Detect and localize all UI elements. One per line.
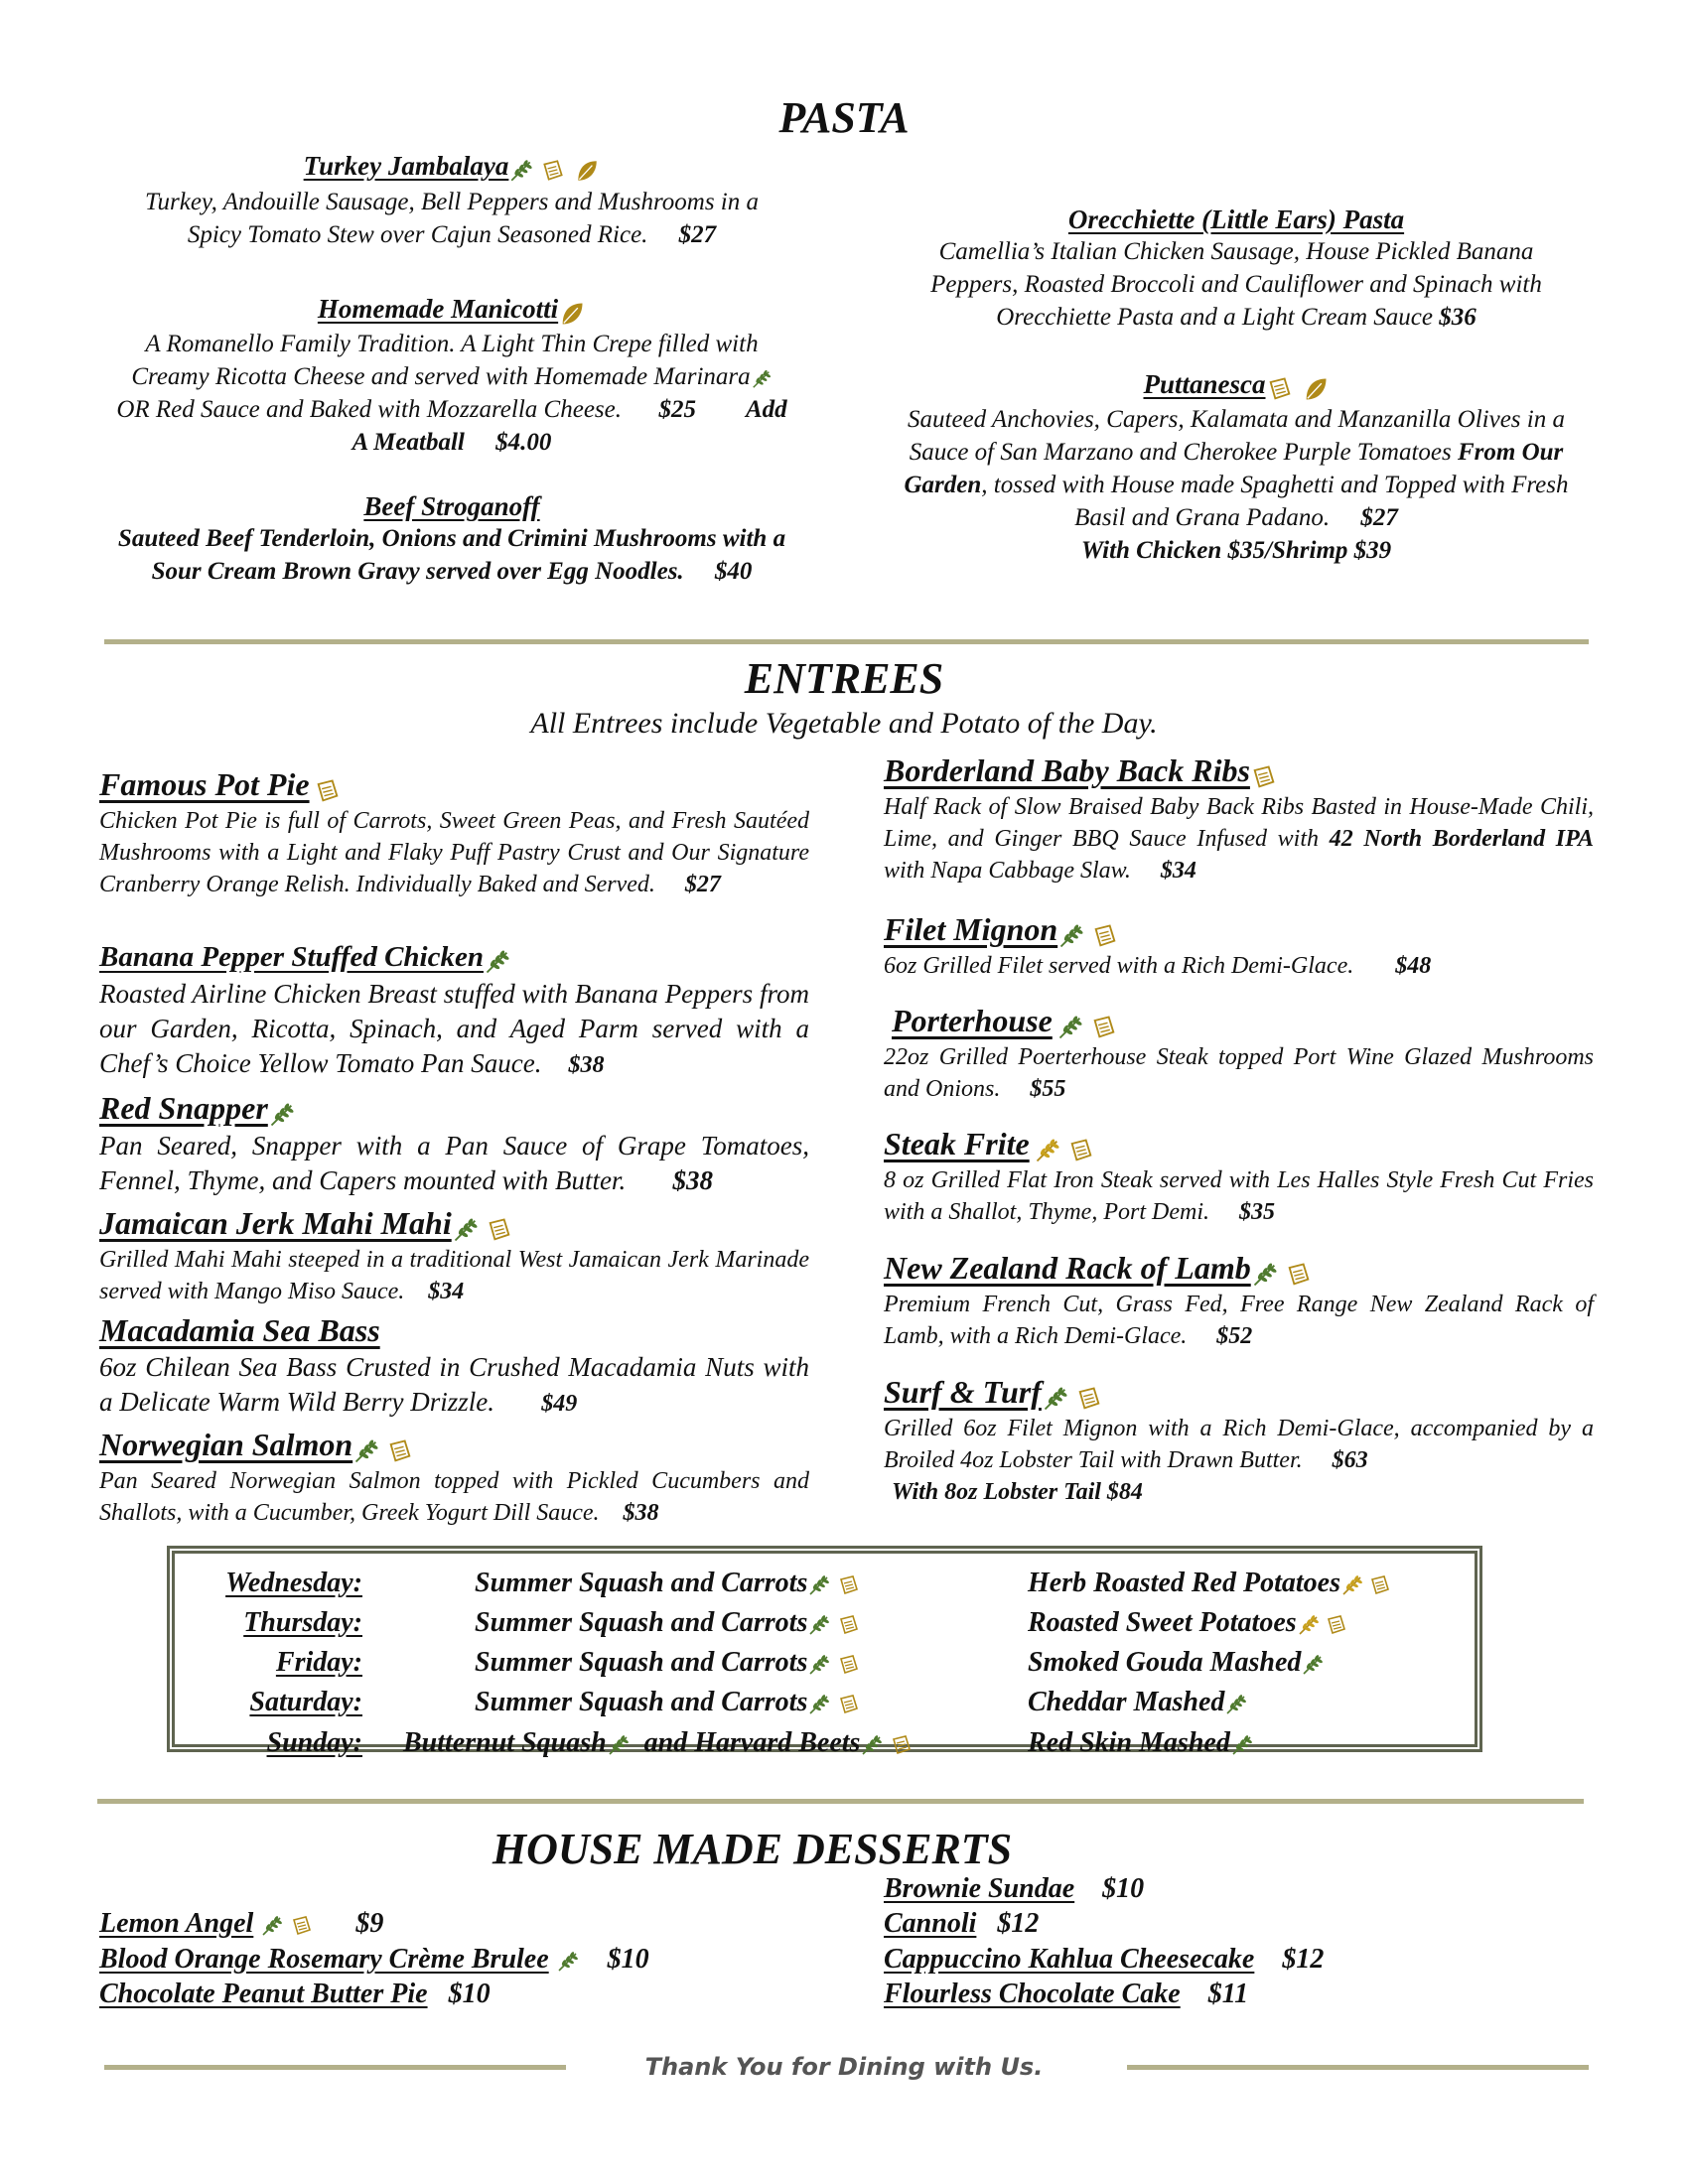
herb-leaf-icon	[751, 368, 773, 390]
item-price: $12	[1282, 1944, 1325, 1975]
dessert-item	[884, 1873, 1144, 1905]
herb-leaf-icon	[807, 1653, 831, 1677]
footer-thank-you: Thank You for Dining with Us.	[644, 2053, 1044, 2081]
herb-leaf-icon	[1301, 1653, 1325, 1677]
gluten-free-icon	[1266, 375, 1294, 403]
item-name: Flourless Chocolate Cake	[884, 1979, 1181, 2009]
gluten-free-icon	[1091, 922, 1119, 950]
item-name: Cannoli	[884, 1908, 977, 1939]
vegetarian-leaf-icon	[1302, 375, 1330, 403]
vegetarian-leaf-icon	[558, 300, 586, 328]
side-day: Friday:	[275, 1647, 362, 1678]
herb-leaf-icon	[352, 1437, 380, 1465]
item-price: $38	[568, 1052, 605, 1078]
gluten-free-icon	[1090, 1014, 1118, 1041]
herb-leaf-icon	[1224, 1693, 1248, 1716]
dessert-item	[99, 1979, 491, 2010]
pasta-item-orecchiette	[879, 205, 1594, 334]
potato-text: Roasted Sweet Potatoes	[1028, 1607, 1297, 1638]
herb-leaf-icon	[1340, 1573, 1364, 1597]
item-name: Banana Pepper Stuffed Chicken	[99, 941, 484, 973]
herb-leaf-icon	[260, 1914, 284, 1938]
item-description: Pan Seared Norwegian Salmon topped with Pickled Cucumbers and Shallots, with a Cucumber, Greek Yogurt Dill Sauce.	[99, 1468, 809, 1527]
dessert-item	[99, 1908, 383, 1940]
item-price: $12	[997, 1908, 1040, 1939]
item-description: 22oz Grilled Poerterhouse Steak topped Port Wine Glazed Mushrooms and Onions.	[884, 1044, 1594, 1103]
gluten-free-icon	[1250, 763, 1278, 791]
item-name: Porterhouse	[892, 1003, 1053, 1038]
vegetable-text: and Harvard Beets	[643, 1727, 861, 1758]
item-name: Norwegian Salmon	[99, 1427, 353, 1462]
item-description-cont: , tossed with House made Spaghetti and Topped with Fresh Basil and Grana Padano.	[981, 472, 1569, 532]
item-description: Half Rack of Slow Braised Baby Back Ribs Basted in House-Made Chili, Lime, and Ginger BBQ Sauce Infused with	[884, 794, 1594, 853]
item-price: $11	[1207, 1979, 1249, 2009]
item-price: $34	[1160, 858, 1196, 885]
entree-filet-mignon	[884, 909, 1594, 982]
herb-leaf-icon	[452, 1216, 480, 1244]
gluten-free-icon	[290, 1914, 314, 1938]
item-description: 6oz Grilled Filet served with a Rich Demi-Glace.	[884, 953, 1354, 980]
herb-leaf-icon	[1057, 922, 1085, 950]
item-addon: With 8oz Lobster Tail $84	[892, 1479, 1143, 1506]
footer-rule-right	[1127, 2065, 1589, 2070]
desc-line: A Romanello Family Tradition. A Light Thin Crepe filled with	[145, 331, 759, 358]
pasta-item-turkey-jambalaya	[94, 151, 809, 251]
item-price: $36	[1439, 304, 1477, 331]
item-description: Grilled 6oz Filet Mignon with a Rich Demi-Glace, accompanied by a Broiled 4oz Lobster Tail with Drawn Butter.	[884, 1416, 1594, 1474]
entree-sea-bass	[99, 1310, 809, 1422]
item-description: Pan Seared, Snapper with a Pan Sauce of Grape Tomatoes, Fennel, Thyme, and Capers mounted with Butter.	[99, 1131, 809, 1196]
item-name: Chocolate Peanut Butter Pie	[99, 1979, 428, 2009]
side-day: Saturday:	[249, 1687, 362, 1717]
item-description: Roasted Airline Chicken Breast stuffed with Banana Peppers from our Garden, Ricotta, Spinach, and Aged Parm served with a Chef’s Choice Yellow Tomato Pan Sauce.	[99, 979, 809, 1078]
herb-leaf-icon	[1230, 1733, 1254, 1757]
gluten-free-icon	[837, 1573, 861, 1597]
side-vegetable	[475, 1647, 861, 1679]
pasta-item-beef-stroganoff	[94, 491, 809, 588]
vegetable-text: Summer Squash and Carrots	[475, 1687, 808, 1717]
garden-note: From Our Garden	[904, 439, 1564, 499]
item-price: $38	[623, 1500, 659, 1527]
item-description: Chicken Pot Pie is full of Carrots, Sweet Green Peas, and Fresh Sautéed Mushrooms with a Light and Flaky Puff Pastry Crust and Our Signature Cranberry Orange Relish. Individually Baked and Served.	[99, 808, 809, 898]
herb-leaf-icon	[508, 158, 534, 184]
entree-red-snapper	[99, 1088, 809, 1198]
desc-line: Creamy Ricotta Cheese and served with Homemade Marinara	[131, 363, 751, 391]
side-potato	[1028, 1727, 1254, 1759]
item-price: $10	[1102, 1873, 1145, 1904]
gluten-free-icon	[837, 1653, 861, 1677]
item-description: Sauteed Anchovies, Capers, Kalamata and Manzanilla Olives in a Sauce of San Marzano and Cherokee Purple Tomatoes	[908, 406, 1565, 467]
gluten-free-icon	[1325, 1613, 1348, 1637]
herb-leaf-icon	[1251, 1261, 1279, 1289]
entree-pot-pie	[99, 764, 809, 900]
item-price: $63	[1332, 1447, 1368, 1474]
item-name: Filet Mignon	[884, 911, 1058, 947]
item-price: $55	[1030, 1076, 1066, 1103]
dessert-item	[884, 1979, 1248, 2010]
add-label: Add	[746, 396, 787, 424]
item-name: Surf & Turf	[884, 1374, 1042, 1410]
item-description	[94, 328, 809, 459]
gluten-free-icon	[386, 1437, 414, 1465]
herb-leaf-icon	[1042, 1385, 1069, 1413]
entree-porterhouse	[884, 1001, 1594, 1105]
item-description: Sauteed Beef Tenderloin, Onions and Crimini Mushrooms with a Sour Cream Brown Gravy served over Egg Noodles.	[117, 525, 786, 585]
desserts-title: HOUSE MADE DESSERTS	[492, 1825, 1013, 1873]
side-day: Sunday:	[266, 1727, 362, 1758]
item-addon: With Chicken $35/Shrimp $39	[1080, 537, 1392, 565]
herb-leaf-icon	[1034, 1137, 1061, 1164]
item-name: New Zealand Rack of Lamb	[884, 1250, 1251, 1286]
item-name: Homemade Manicotti	[317, 294, 559, 324]
item-price: $27	[678, 221, 717, 249]
item-name: Beef Stroganoff	[363, 491, 540, 521]
item-price: $9	[355, 1908, 384, 1939]
herb-leaf-icon	[807, 1573, 831, 1597]
item-name: Brownie Sundae	[884, 1873, 1075, 1904]
herb-leaf-icon	[1056, 1014, 1084, 1041]
item-price: $10	[607, 1944, 649, 1975]
entrees-title: ENTREES	[744, 654, 944, 703]
item-price: $35	[1238, 1199, 1275, 1226]
pasta-item-manicotti	[94, 294, 809, 459]
item-name: Orecchiette (Little Ears) Pasta	[1067, 205, 1405, 234]
gluten-free-icon	[314, 777, 342, 805]
herb-leaf-icon	[1297, 1613, 1321, 1637]
item-price: $52	[1216, 1323, 1253, 1350]
add-label: A Meatball	[352, 429, 465, 457]
side-potato	[1028, 1687, 1248, 1718]
gluten-free-icon	[486, 1216, 513, 1244]
item-price: $40	[714, 558, 753, 585]
beer-note: 42 North Borderland IPA	[1329, 826, 1595, 853]
item-price: $38	[672, 1165, 713, 1196]
herb-leaf-icon	[484, 948, 511, 976]
dessert-item	[884, 1944, 1324, 1976]
item-description-cont: with Napa Cabbage Slaw.	[884, 858, 1131, 885]
herb-leaf-icon	[268, 1101, 296, 1129]
pasta-item-puttanesca	[879, 369, 1594, 567]
side-vegetable	[475, 1687, 861, 1718]
divider	[104, 639, 1589, 644]
vegetable-text: Summer Squash and Carrots	[475, 1568, 808, 1598]
vegetable-text: Butternut Squash	[403, 1727, 607, 1758]
item-name: Blood Orange Rosemary Crème Brulee	[99, 1944, 549, 1975]
item-description: 8 oz Grilled Flat Iron Steak served with Les Halles Style Fresh Cut Fries with a Shallot, Thyme, Port Demi.	[884, 1167, 1594, 1226]
potato-text: Smoked Gouda Mashed	[1028, 1647, 1302, 1678]
entree-rack-of-lamb	[884, 1248, 1594, 1352]
add-price: $4.00	[495, 429, 552, 457]
herb-leaf-icon	[807, 1613, 831, 1637]
potato-text: Red Skin Mashed	[1028, 1727, 1230, 1758]
entree-jerk-mahi-mahi	[99, 1203, 809, 1307]
dessert-item	[99, 1944, 649, 1976]
side-vegetable	[403, 1727, 914, 1759]
item-description: Grilled Mahi Mahi steeped in a traditional West Jamaican Jerk Marinade served with Mango Miso Sauce.	[99, 1247, 809, 1305]
side-potato	[1028, 1647, 1325, 1679]
desc-line: OR Red Sauce and Baked with Mozzarella Cheese.	[116, 396, 622, 424]
item-name: Red Snapper	[99, 1090, 268, 1126]
side-potato	[1028, 1607, 1348, 1639]
item-price: $27	[1360, 504, 1398, 532]
item-name: Steak Frite	[884, 1126, 1030, 1161]
item-name: Turkey Jambalaya	[303, 151, 509, 181]
item-description: Turkey, Andouille Sausage, Bell Peppers and Mushrooms in a Spicy Tomato Stew over Cajun Seasoned Rice.	[144, 189, 759, 249]
entree-banana-pepper-chicken	[99, 937, 809, 1083]
gluten-free-icon	[837, 1693, 861, 1716]
pasta-title: PASTA	[778, 93, 910, 142]
gluten-free-icon	[1067, 1137, 1095, 1164]
item-description: Camellia’s Italian Chicken Sausage, House Pickled Banana Peppers, Roasted Broccoli and Cauliflower and Spinach with Orecchiette Pasta and a Light Cream Sauce	[930, 238, 1542, 331]
herb-leaf-icon	[860, 1733, 884, 1757]
item-price: $27	[684, 872, 721, 898]
item-name: Macadamia Sea Bass	[99, 1312, 380, 1348]
gluten-free-icon	[1285, 1261, 1313, 1289]
item-name: Lemon Angel	[99, 1908, 254, 1939]
item-name: Puttanesca	[1143, 369, 1266, 399]
gluten-free-icon	[1075, 1385, 1103, 1413]
item-name: Cappuccino Kahlua Cheesecake	[884, 1944, 1255, 1975]
entree-norwegian-salmon	[99, 1425, 809, 1529]
item-price: $10	[448, 1979, 491, 2009]
item-price: $25	[658, 396, 696, 424]
divider	[97, 1799, 1584, 1804]
side-day: Wednesday:	[225, 1568, 362, 1598]
entrees-subtitle: All Entrees include Vegetable and Potato of the Day.	[530, 707, 1158, 740]
gluten-free-icon	[1368, 1573, 1392, 1597]
potato-text: Herb Roasted Red Potatoes	[1028, 1568, 1340, 1598]
vegetable-text: Summer Squash and Carrots	[475, 1647, 808, 1678]
side-potato	[1028, 1568, 1392, 1599]
side-vegetable	[475, 1568, 861, 1599]
item-price: $48	[1395, 953, 1432, 980]
herb-leaf-icon	[556, 1950, 580, 1974]
entree-surf-and-turf	[884, 1372, 1594, 1508]
item-description: Premium French Cut, Grass Fed, Free Range New Zealand Rack of Lamb, with a Rich Demi-Glace.	[884, 1292, 1594, 1350]
dessert-item	[884, 1908, 1039, 1940]
herb-leaf-icon	[607, 1733, 631, 1757]
side-day: Thursday:	[243, 1607, 362, 1638]
potato-text: Cheddar Mashed	[1028, 1687, 1225, 1717]
item-price: $34	[428, 1279, 465, 1305]
gluten-free-icon	[890, 1733, 914, 1757]
side-vegetable	[475, 1607, 861, 1639]
item-price: $49	[541, 1391, 578, 1417]
footer-rule-left	[104, 2065, 566, 2070]
entree-steak-frite	[884, 1124, 1594, 1228]
vegetable-text: Summer Squash and Carrots	[475, 1607, 808, 1638]
item-name: Jamaican Jerk Mahi Mahi	[99, 1205, 452, 1241]
item-name: Borderland Baby Back Ribs	[884, 752, 1250, 788]
vegetarian-leaf-icon	[574, 158, 600, 184]
herb-leaf-icon	[807, 1693, 831, 1716]
gluten-free-icon	[540, 158, 566, 184]
item-description: 6oz Chilean Sea Bass Crusted in Crushed Macadamia Nuts with a Delicate Warm Wild Berry Drizzle.	[99, 1352, 809, 1417]
entree-baby-back-ribs	[884, 751, 1594, 887]
gluten-free-icon	[837, 1613, 861, 1637]
item-name: Famous Pot Pie	[99, 766, 310, 802]
